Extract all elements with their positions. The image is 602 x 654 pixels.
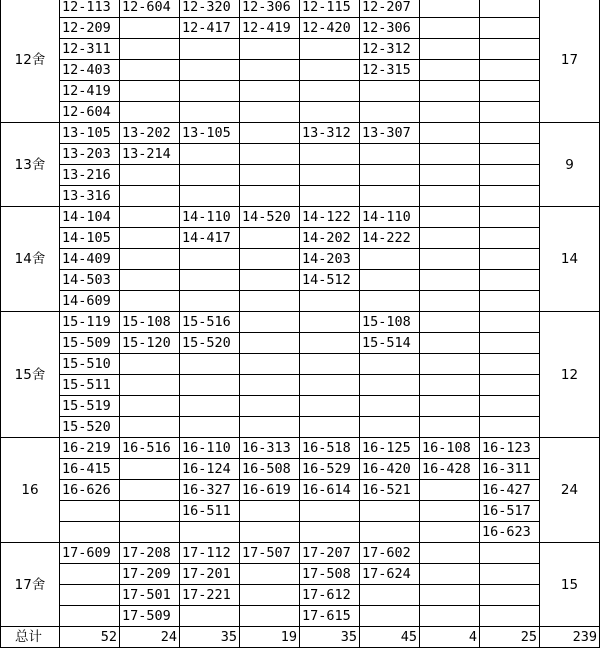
room-cell: 14-104 [60,207,120,228]
room-cell [300,396,360,417]
room-cell [120,207,180,228]
room-cell [420,60,480,81]
room-cell: 12-113 [60,0,120,18]
room-cell [60,522,120,543]
room-cell [240,312,300,333]
table-row [1,60,600,81]
room-cell: 13-214 [120,144,180,165]
room-cell [360,606,420,627]
room-cell [120,249,180,270]
room-cell [420,186,480,207]
room-cell: 14-105 [60,228,120,249]
room-cell [420,354,480,375]
room-cell: 16-428 [420,459,480,480]
room-cell [240,354,300,375]
room-cell: 13-316 [60,186,120,207]
room-cell [300,81,360,102]
room-cell [120,396,180,417]
room-cell [420,480,480,501]
room-cell [480,207,540,228]
room-cell: 16-518 [300,438,360,459]
room-cell [300,291,360,312]
room-cell [420,123,480,144]
room-cell [360,291,420,312]
room-cell: 12-604 [60,102,120,123]
room-cell [360,186,420,207]
room-cell [60,606,120,627]
room-cell: 14-417 [180,228,240,249]
table-row [1,144,600,165]
room-cell: 15-520 [60,417,120,438]
room-cell [480,60,540,81]
room-cell [480,417,540,438]
room-cell [240,585,300,606]
room-cell [420,144,480,165]
room-cell [120,354,180,375]
dorm-block-label: 14舍 [1,207,60,312]
room-cell [120,417,180,438]
room-cell [240,333,300,354]
room-cell: 17-609 [60,543,120,564]
room-cell [120,186,180,207]
room-cell: 17-501 [120,585,180,606]
room-cell: 13-216 [60,165,120,186]
table-row [1,123,600,144]
table-row [1,501,600,522]
dorm-block-label: 12舍 [1,0,60,123]
room-cell: 12-420 [300,18,360,39]
room-cell [300,501,360,522]
room-cell: 16-614 [300,480,360,501]
table-row [1,375,600,396]
room-cell: 16-517 [480,501,540,522]
room-cell [360,165,420,186]
room-cell: 16-521 [360,480,420,501]
room-cell [480,165,540,186]
room-cell [180,102,240,123]
room-cell [420,291,480,312]
room-cell [300,522,360,543]
room-cell [120,102,180,123]
room-cell [360,375,420,396]
room-cell: 16-516 [120,438,180,459]
table-row [1,0,600,18]
room-cell [420,564,480,585]
room-cell [480,312,540,333]
room-cell: 13-203 [60,144,120,165]
room-cell: 15-119 [60,312,120,333]
room-cell [120,501,180,522]
room-cell [480,606,540,627]
room-cell [420,543,480,564]
room-cell: 17-508 [300,564,360,585]
table-row [1,522,600,543]
room-cell: 16-623 [480,522,540,543]
room-cell [240,102,300,123]
table-row [1,438,600,459]
room-cell: 15-108 [120,312,180,333]
room-cell: 17-615 [300,606,360,627]
room-cell: 17-207 [300,543,360,564]
room-cell [420,375,480,396]
table-row [1,585,600,606]
room-cell [120,81,180,102]
table-row [1,102,600,123]
room-cell [480,396,540,417]
room-cell: 15-509 [60,333,120,354]
room-cell [360,102,420,123]
room-cell: 14-110 [360,207,420,228]
room-cell: 15-108 [360,312,420,333]
room-cell: 13-105 [180,123,240,144]
room-cell: 14-203 [300,249,360,270]
room-cell [480,186,540,207]
table-row [1,81,600,102]
room-cell: 17-507 [240,543,300,564]
room-cell [420,81,480,102]
room-cell [300,102,360,123]
table-row [1,354,600,375]
room-cell [180,291,240,312]
room-cell: 14-202 [300,228,360,249]
room-cell [480,228,540,249]
room-cell: 13-202 [120,123,180,144]
room-cell [420,522,480,543]
table-row [1,207,600,228]
room-cell [240,228,300,249]
room-cell [420,39,480,60]
room-cell [420,396,480,417]
room-cell [480,249,540,270]
room-cell [240,270,300,291]
room-cell [240,249,300,270]
room-cell [420,102,480,123]
room-cell: 16-427 [480,480,540,501]
table-row [1,165,600,186]
room-cell [240,396,300,417]
room-cell [240,606,300,627]
room-cell [360,585,420,606]
room-cell [480,0,540,18]
room-cell: 16-508 [240,459,300,480]
dorm-block-count: 24 [540,438,600,543]
room-cell: 16-327 [180,480,240,501]
total-cell: 4 [420,627,480,648]
room-cell: 17-509 [120,606,180,627]
room-cell: 12-306 [240,0,300,18]
room-cell [420,165,480,186]
room-cell [240,186,300,207]
room-cell: 12-419 [60,81,120,102]
room-cell [480,144,540,165]
room-cell [180,417,240,438]
room-cell [240,165,300,186]
room-cell [300,39,360,60]
dorm-block-count: 12 [540,312,600,438]
room-cell [240,564,300,585]
room-cell: 16-125 [360,438,420,459]
room-cell: 16-124 [180,459,240,480]
room-cell [120,39,180,60]
room-cell: 15-520 [180,333,240,354]
table-row [1,417,600,438]
room-cell [360,270,420,291]
room-cell [420,417,480,438]
room-cell: 15-120 [120,333,180,354]
dorm-block-count: 17 [540,0,600,123]
table-row [1,480,600,501]
table-row [1,291,600,312]
room-cell [120,522,180,543]
room-cell [300,60,360,81]
room-cell: 12-115 [300,0,360,18]
room-cell [300,333,360,354]
room-cell [120,165,180,186]
room-cell: 16-108 [420,438,480,459]
room-cell: 15-510 [60,354,120,375]
table-row [1,396,600,417]
room-cell: 12-312 [360,39,420,60]
table-row [1,249,600,270]
room-cell [240,60,300,81]
room-cell [360,249,420,270]
room-cell: 12-604 [120,0,180,18]
room-cell: 17-612 [300,585,360,606]
room-cell [120,291,180,312]
room-cell [420,270,480,291]
table-row [1,333,600,354]
room-cell: 13-307 [360,123,420,144]
room-cell [420,585,480,606]
room-cell [300,144,360,165]
room-cell [300,375,360,396]
room-cell [240,39,300,60]
room-cell [480,123,540,144]
room-cell [420,606,480,627]
room-cell [240,123,300,144]
room-cell [480,375,540,396]
room-cell: 14-409 [60,249,120,270]
room-cell: 14-512 [300,270,360,291]
table-row [1,186,600,207]
room-cell [360,396,420,417]
room-cell [120,60,180,81]
total-cell: 24 [120,627,180,648]
room-cell [60,501,120,522]
room-cell [300,312,360,333]
room-cell: 12-311 [60,39,120,60]
room-cell: 15-516 [180,312,240,333]
room-cell [300,165,360,186]
dorm-block-label: 17舍 [1,543,60,627]
room-cell: 16-626 [60,480,120,501]
room-cell: 16-123 [480,438,540,459]
room-cell [480,354,540,375]
room-cell: 16-415 [60,459,120,480]
room-cell [120,270,180,291]
room-cell: 12-403 [60,60,120,81]
room-cell: 15-511 [60,375,120,396]
room-cell: 17-112 [180,543,240,564]
room-cell: 16-110 [180,438,240,459]
room-cell [480,81,540,102]
room-cell: 17-602 [360,543,420,564]
room-cell [480,39,540,60]
room-cell [240,501,300,522]
room-cell: 13-312 [300,123,360,144]
room-cell [120,459,180,480]
table-row [1,39,600,60]
total-cell: 35 [180,627,240,648]
room-cell: 14-222 [360,228,420,249]
room-cell [420,228,480,249]
room-cell [180,165,240,186]
room-cell: 14-520 [240,207,300,228]
room-cell: 12-209 [60,18,120,39]
room-cell [180,396,240,417]
room-cell: 16-313 [240,438,300,459]
room-cell [180,375,240,396]
room-cell [240,417,300,438]
room-cell [360,501,420,522]
room-cell [120,480,180,501]
room-cell [480,333,540,354]
grand-total-cell: 239 [540,627,600,648]
dorm-block-count: 9 [540,123,600,207]
room-cell: 14-609 [60,291,120,312]
total-cell: 45 [360,627,420,648]
room-cell: 17-624 [360,564,420,585]
room-cell: 12-315 [360,60,420,81]
room-cell [360,522,420,543]
room-cell [180,81,240,102]
room-cell [180,60,240,81]
room-cell: 14-122 [300,207,360,228]
room-cell [480,543,540,564]
room-cell: 14-110 [180,207,240,228]
room-cell: 16-420 [360,459,420,480]
room-cell [180,522,240,543]
table-row [1,564,600,585]
room-cell [180,354,240,375]
room-cell [120,228,180,249]
dorm-block-label: 13舍 [1,123,60,207]
room-cell [120,18,180,39]
room-cell [180,39,240,60]
room-cell [300,186,360,207]
room-cell [240,144,300,165]
room-cell: 15-519 [60,396,120,417]
room-cell [420,249,480,270]
room-cell [480,270,540,291]
room-cell [240,522,300,543]
room-cell: 17-209 [120,564,180,585]
dorm-block-label: 16 [1,438,60,543]
room-cell [480,102,540,123]
dorm-block-count: 15 [540,543,600,627]
table-row [1,228,600,249]
room-cell [480,585,540,606]
room-cell [360,81,420,102]
table-row [1,18,600,39]
table-row [1,312,600,333]
room-cell [420,18,480,39]
room-cell [300,354,360,375]
room-cell: 16-529 [300,459,360,480]
room-cell [420,0,480,18]
room-cell: 17-201 [180,564,240,585]
room-cell [480,18,540,39]
room-cell [300,417,360,438]
table-row [1,270,600,291]
table-row [1,606,600,627]
room-cell: 17-208 [120,543,180,564]
total-label: 总计 [1,627,60,648]
room-cell [60,564,120,585]
room-cell [360,144,420,165]
table-row [1,459,600,480]
room-cell: 14-503 [60,270,120,291]
total-row [1,627,600,648]
room-cell [180,144,240,165]
total-cell: 19 [240,627,300,648]
room-cell: 16-511 [180,501,240,522]
room-cell: 12-207 [360,0,420,18]
room-cell: 12-417 [180,18,240,39]
room-cell [240,291,300,312]
room-cell [420,501,480,522]
room-cell [360,417,420,438]
room-cell [180,270,240,291]
room-cell: 12-306 [360,18,420,39]
room-cell: 12-419 [240,18,300,39]
room-cell [120,375,180,396]
room-cell: 16-219 [60,438,120,459]
room-cell [240,375,300,396]
dorm-block-label: 15舍 [1,312,60,438]
total-cell: 52 [60,627,120,648]
total-cell: 25 [480,627,540,648]
room-cell: 13-105 [60,123,120,144]
table-body [1,0,600,648]
room-cell [180,606,240,627]
room-cell: 16-311 [480,459,540,480]
room-cell [420,207,480,228]
dorm-block-count: 14 [540,207,600,312]
total-cell: 35 [300,627,360,648]
table-row [1,543,600,564]
room-cell: 17-221 [180,585,240,606]
room-cell: 15-514 [360,333,420,354]
room-cell [420,312,480,333]
room-cell [180,186,240,207]
room-cell [480,291,540,312]
room-cell: 16-619 [240,480,300,501]
room-cell [360,354,420,375]
room-cell [60,585,120,606]
room-cell [420,333,480,354]
room-cell [240,81,300,102]
room-cell: 12-320 [180,0,240,18]
room-cell [480,564,540,585]
room-cell [180,249,240,270]
